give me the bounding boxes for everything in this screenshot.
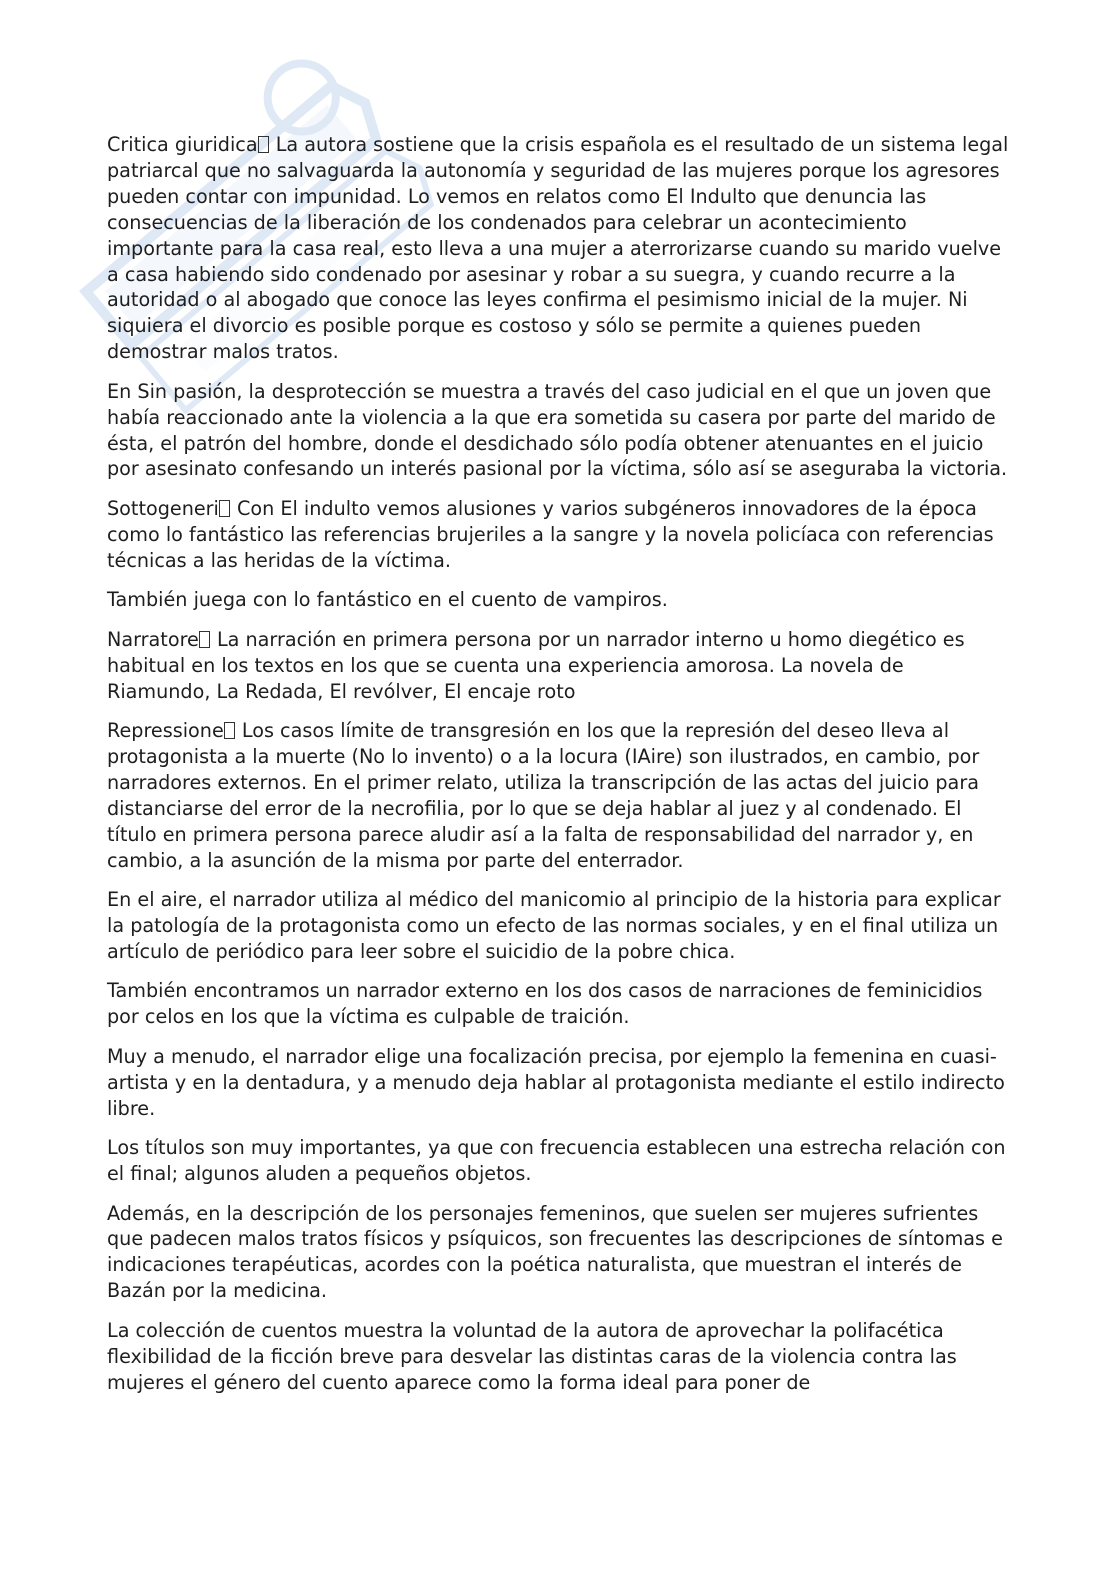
section-label: Repressione <box>107 719 224 743</box>
paragraph-text: En el aire, el narrador utiliza al médico del manicomio al principio de la historia para explicar la patología de la protagonista como un efecto de las normas sociales, y en el final utiliza un artículo de periódico para leer sobre el suicidio de la pobre chica. <box>107 888 1001 963</box>
paragraph-sin-pasion <box>107 379 1012 483</box>
paragraph-personajes-femeninos <box>107 1201 1012 1305</box>
paragraph-text: Además, en la descripción de los personajes femeninos, que suelen ser mujeres sufrientes que padecen malos tratos físicos y psíquicos, son frecuentes las descripciones de síntomas e indicaciones terapéuticas, acordes con la poética naturalista, que muestran el interés de Bazán por la medicina. <box>107 1201 1003 1303</box>
paragraph-sottogeneri <box>107 496 1012 574</box>
missing-glyph-icon <box>224 722 235 739</box>
section-label: Critica giuridica <box>107 133 258 156</box>
missing-glyph-icon <box>258 136 269 153</box>
document-body <box>107 132 1012 1409</box>
paragraph-text: También juega con lo fantástico en el cuento de vampiros. <box>107 588 668 612</box>
paragraph-en-el-aire <box>107 887 1012 965</box>
paragraph-text: Los títulos son muy importantes, ya que con frecuencia establecen una estrecha relación con el final; algunos aluden a pequeños objetos. <box>107 1136 1006 1186</box>
paragraph-narrador-externo <box>107 978 1012 1030</box>
paragraph-text: La narración en primera persona por un narrador interno u homo diegético es habitual en los textos en los que se cuenta una experiencia amorosa. La novela de Riamundo, La Redada, El revólver, El encaje roto <box>107 627 965 703</box>
paragraph-vampiros <box>107 587 1012 613</box>
paragraph-text: Los casos límite de transgresión en los que la represión del deseo lleva al protagonista a la muerte (No lo invento) o a la locura (IAire) son ilustrados, en cambio, por narradores externos. En el primer relato, utiliza la transcripción de las actas del juicio para distanciarse del error de la necrofilia, por lo que se deja hablar al juez y al condenado. El título en primera persona parece aludir así a la falta de responsabilidad del narrador y, en cambio, a la asunción de la misma por parte del enterrador. <box>107 719 980 872</box>
paragraph-narratore <box>107 627 1012 705</box>
section-label: Narratore <box>107 627 199 651</box>
paragraph-repressione <box>107 718 1012 873</box>
paragraph-text: Muy a menudo, el narrador elige una focalización precisa, por ejemplo la femenina en cuasi-artista y en la dentadura, y a menudo deja hablar al protagonista mediante el estilo indirecto libre. <box>107 1044 1005 1120</box>
paragraph-critica-giuridica <box>107 132 1012 365</box>
paragraph-titulos <box>107 1135 1012 1187</box>
paragraph-text: La autora sostiene que la crisis española es el resultado de un sistema legal patriarcal que no salvaguarda la autonomía y seguridad de las mujeres porque los agresores pueden contar con impunidad. Lo vemos en relatos como El Indulto que denuncia las consecuencias de la liberación de los condenados para celebrar un acontecimiento importante para la casa real, esto lleva a una mujer a aterrorizarse cuando su marido vuelve a casa habiendo sido condenado por asesinar y robar a su suegra, y cuando recurre a la autoridad o al abogado que conoce las leyes confirma el pesimismo inicial de la mujer. Ni siquiera el divorcio es posible porque es costoso y sólo se permite a quienes pueden demostrar malos tratos. <box>107 133 1009 364</box>
missing-glyph-icon <box>219 500 230 517</box>
paragraph-text: También encontramos un narrador externo en los dos casos de narraciones de feminicidios por celos en los que la víctima es culpable de traición. <box>107 979 983 1029</box>
paragraph-focalizacion <box>107 1044 1012 1122</box>
paragraph-text: La colección de cuentos muestra la voluntad de la autora de aprovechar la polifacética flexibilidad de la ficción breve para desvelar las distintas caras de la violencia contra las mujeres el género del cuento aparece como la forma ideal para poner de <box>107 1318 957 1394</box>
section-label: Sottogeneri <box>107 496 219 520</box>
missing-glyph-icon <box>199 631 210 648</box>
paragraph-text: Con El indulto vemos alusiones y varios subgéneros innovadores de la época como lo fantástico las referencias brujeriles a la sangre y la novela policíaca con referencias técnicas a las heridas de la víctima. <box>107 496 994 572</box>
paragraph-text: En Sin pasión, la desprotección se muestra a través del caso judicial en el que un joven que había reaccionado ante la violencia a la que era sometida su casera por parte del marido de ésta, el patrón del hombre, donde el desdichado sólo podía obtener atenuantes en el juicio por asesinato confesando un interés pasional por la víctima, sólo así se aseguraba la victoria. <box>107 379 1008 481</box>
paragraph-coleccion <box>107 1318 1012 1396</box>
